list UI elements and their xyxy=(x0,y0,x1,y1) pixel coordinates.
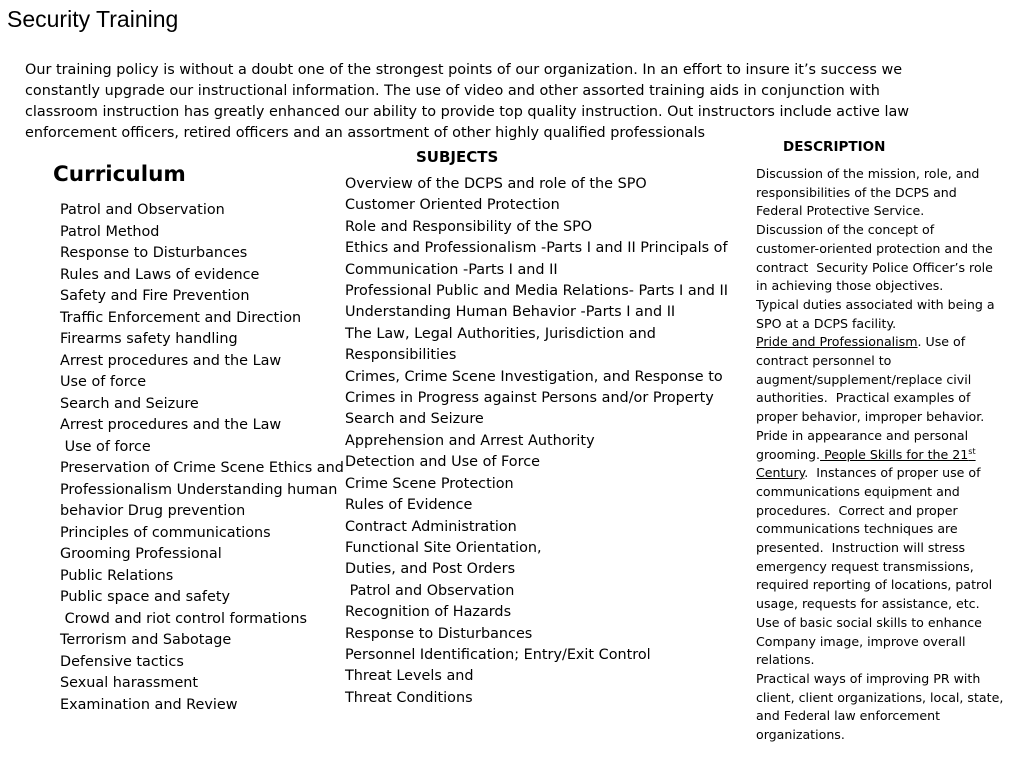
description-line: contract personnel to xyxy=(756,353,892,369)
description-line xyxy=(756,464,1026,483)
description-line: organizations. xyxy=(756,727,845,743)
description-line: presented. Instruction will stress xyxy=(756,540,966,556)
intro-line: classroom instruction has greatly enhanced our ability to provide top quality instruction. Out instructors include active law xyxy=(25,104,910,120)
description-line xyxy=(756,446,1026,465)
description-line: emergency request transmissions, xyxy=(756,558,974,574)
pride-professionalism-heading: Pride and Professionalism xyxy=(756,334,918,350)
curriculum-item: Defensive tactics xyxy=(60,653,184,670)
curriculum-item: Search and Seizure xyxy=(60,395,199,412)
description-line: Federal Protective Service. xyxy=(756,203,925,219)
subject-item: Personnel Identification; Entry/Exit Control xyxy=(345,646,651,663)
description-fragment: . Use of xyxy=(917,334,966,350)
curriculum-item: Use of force xyxy=(60,438,151,455)
description-line: Discussion of the mission, role, and xyxy=(756,166,980,181)
curriculum-item: Preservation of Crime Scene Ethics and xyxy=(60,460,344,476)
subject-item: Apprehension and Arrest Authority xyxy=(345,432,595,449)
description-block xyxy=(756,165,1026,333)
subject-item: Crime Scene Protection xyxy=(345,475,514,492)
description-fragment: grooming. xyxy=(756,446,821,462)
subject-item: Functional Site Orientation, xyxy=(345,539,542,556)
subject-item: Responsibilities xyxy=(345,347,457,364)
description-line: communications techniques are xyxy=(756,521,958,537)
subject-item: Role and Responsibility of the SPO xyxy=(345,218,593,235)
century-heading: Century xyxy=(756,465,805,481)
curriculum-item: Crowd and riot control formations xyxy=(60,610,307,627)
description-line: Company image, improve overall xyxy=(756,633,966,649)
intro-line: enforcement officers, retired officers and an assortment of other highly qualified professionals xyxy=(25,125,705,141)
subject-item: Crimes, Crime Scene Investigation, and Response to xyxy=(345,368,723,385)
subject-item: Crimes in Progress against Persons and/or Property xyxy=(345,390,714,407)
subject-item: Patrol and Observation xyxy=(345,582,515,599)
subject-item: Contract Administration xyxy=(345,518,517,535)
people-skills-heading xyxy=(820,447,976,462)
subject-item: Customer Oriented Protection xyxy=(345,197,560,214)
description-line: Pride in appearance and personal xyxy=(756,427,969,443)
description-line: Typical duties associated with being a xyxy=(756,296,995,312)
subjects-heading: SUBJECTS xyxy=(416,148,499,166)
description-line: client, client organizations, local, state, xyxy=(756,689,1004,705)
description-line: proper behavior, improper behavior. xyxy=(756,409,985,425)
curriculum-item: Professionalism Understanding human xyxy=(60,481,338,498)
curriculum-item: Public Relations xyxy=(60,567,174,584)
curriculum-item: Public space and safety xyxy=(60,589,230,605)
description-line: Practical ways of improving PR with xyxy=(756,670,981,686)
curriculum-item: Grooming Professional xyxy=(60,546,222,562)
people-skills-text: People Skills for the 21 xyxy=(820,446,969,462)
description-line: required reporting of locations, patrol xyxy=(756,577,993,593)
description-heading: DESCRIPTION xyxy=(783,139,886,155)
description-line xyxy=(756,333,1026,352)
subject-item: Threat Levels and xyxy=(345,668,474,685)
description-line: contract Security Police Officer’s role xyxy=(756,259,993,275)
subject-item: Understanding Human Behavior -Parts I and II xyxy=(345,304,676,321)
curriculum-item: Principles of communications xyxy=(60,524,271,541)
subject-item: Duties, and Post Orders xyxy=(345,561,516,578)
subject-item: Overview of the DCPS and role of the SPO xyxy=(345,176,647,192)
subject-item: Detection and Use of Force xyxy=(345,454,540,471)
description-line: responsibilities of the DCPS and xyxy=(756,184,957,200)
description-line: authorities. Practical examples of xyxy=(756,390,971,406)
curriculum-item: Terrorism and Sabotage xyxy=(60,632,232,648)
curriculum-item: behavior Drug prevention xyxy=(60,503,246,519)
curriculum-item: Examination and Review xyxy=(60,696,238,713)
description-line: augment/supplement/replace civil xyxy=(756,371,972,387)
intro-paragraph xyxy=(25,60,930,144)
curriculum-item: Response to Disturbances xyxy=(60,245,248,261)
description-fragment: . Instances of proper use of xyxy=(804,465,981,481)
subject-item: Recognition of Hazards xyxy=(345,604,512,621)
subject-item: The Law, Legal Authorities, Jurisdiction and xyxy=(345,325,656,342)
description-line: in achieving those objectives. xyxy=(756,278,944,294)
ordinal-suffix: st xyxy=(968,446,976,456)
description-line: Discussion of the concept of xyxy=(756,222,935,238)
subject-item: Ethics and Professionalism -Parts I and II Principals of xyxy=(345,240,728,257)
subject-item: Communication -Parts I and II xyxy=(345,261,558,278)
curriculum-item: Traffic Enforcement and Direction xyxy=(60,309,302,326)
subject-item: Professional Public and Media Relations- Parts I and II xyxy=(345,283,728,300)
subject-item: Search and Seizure xyxy=(345,411,484,428)
curriculum-item: Use of force xyxy=(60,374,147,390)
description-line: communications equipment and xyxy=(756,483,960,499)
intro-line: constantly upgrade our instructional information. The use of video and other assorted training aids in conjunction with xyxy=(25,83,880,99)
description-block xyxy=(756,352,1026,446)
curriculum-item: Safety and Fire Prevention xyxy=(60,288,250,304)
description-line: usage, requests for assistance, etc. xyxy=(756,596,980,612)
curriculum-list xyxy=(60,200,344,716)
description-line: SPO at a DCPS facility. xyxy=(756,315,897,331)
curriculum-item: Patrol and Observation xyxy=(60,202,225,218)
description-text xyxy=(756,165,1026,745)
subject-item: Response to Disturbances xyxy=(345,625,533,642)
subject-item: Rules of Evidence xyxy=(345,497,473,514)
subject-item: Threat Conditions xyxy=(345,689,473,706)
description-block xyxy=(756,483,1026,745)
subjects-list xyxy=(345,174,728,709)
description-line: and Federal law enforcement xyxy=(756,708,941,724)
curriculum-item: Firearms safety handling xyxy=(60,331,238,347)
description-line: Use of basic social skills to enhance xyxy=(756,614,982,630)
curriculum-item: Patrol Method xyxy=(60,223,160,240)
intro-line: Our training policy is without a doubt one of the strongest points of our organization. In an effort to insure it’s success we xyxy=(25,62,903,78)
curriculum-item: Arrest procedures and the Law xyxy=(60,352,282,369)
description-line: customer-oriented protection and the xyxy=(756,240,993,256)
description-line: relations. xyxy=(756,652,815,668)
page-title: Security Training xyxy=(7,6,179,32)
curriculum-item: Arrest procedures and the Law xyxy=(60,417,282,433)
curriculum-item: Rules and Laws of evidence xyxy=(60,266,260,283)
curriculum-item: Sexual harassment xyxy=(60,675,199,691)
curriculum-heading: Curriculum xyxy=(53,162,186,187)
description-line: procedures. Correct and proper xyxy=(756,502,958,518)
